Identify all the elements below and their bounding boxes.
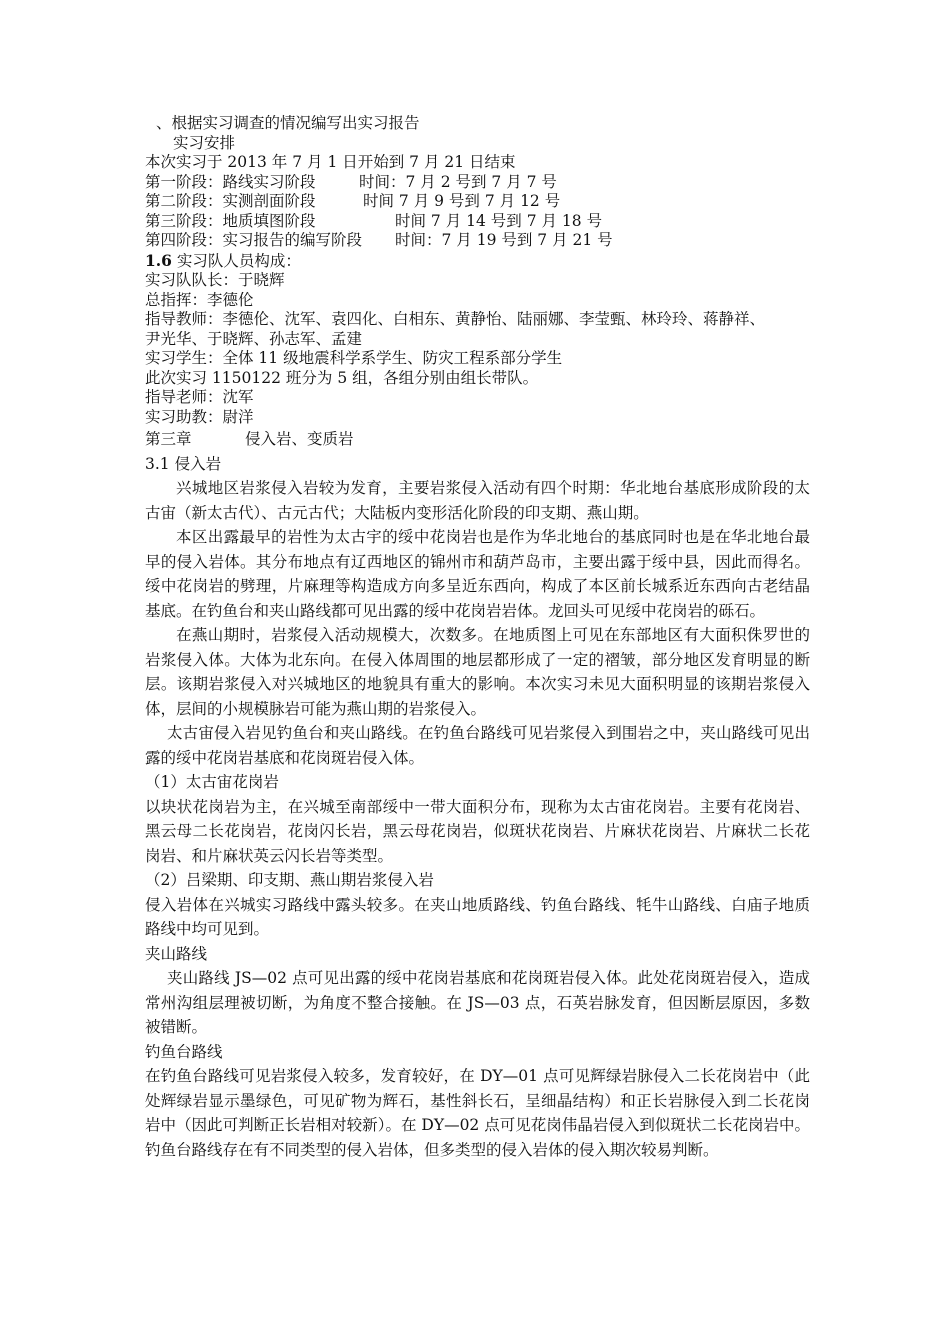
route-heading: 钓鱼台路线: [145, 1042, 223, 1061]
groups: 此次实习 1150122 班分为 5 组，各组分别由组长带队。: [145, 368, 539, 387]
subsection-heading: （1）太古宙花岗岩: [145, 773, 279, 791]
stage-time: 时间 7 月 14 号到 7 月 18 号: [395, 211, 603, 230]
paragraph: 夹山路线 JS—02 点可见出露的绥中花岗岩基底和花岗斑岩侵入体。此处花岗斑岩侵入，造成常州沟组层理被切断，为角度不整合接触。在 JS—03 点，石英岩脉发育，但因断层原因，多数被错断。: [145, 969, 810, 1036]
stage-item: [145, 231, 810, 251]
route-heading: 夹山路线: [145, 944, 208, 963]
team-section-title: 实习队人员构成：: [171, 251, 301, 270]
paragraph: 太古宙侵入岩见钓鱼台和夹山路线。在钓鱼台路线可见岩浆侵入到围岩之中，夹山路线可见出露的绥中花岗岩基底和花岗斑岩侵入体。: [145, 724, 810, 767]
stage-item: [145, 212, 810, 232]
stage-item: [145, 173, 810, 193]
document-body: [145, 114, 810, 1162]
arrange-title: 实习安排: [173, 133, 236, 152]
paragraph: 在钓鱼台路线可见岩浆侵入较多，发育较好，在 DY—01 点可见辉绿岩脉侵入二长花岗岩中（此处辉绿岩显示墨绿色，可见矿物为辉石，基性斜长石，呈细晶结构）和正长岩脉侵入到二长花岗岩中（因此可判断正长岩相对较新）。在 DY—02 点可见花岗伟晶岩侵入到似斑状二长花岗岩中。钓鱼台路线存在有不同类型的侵入岩体，但多类型的侵入岩体的侵入期次较易判断。: [145, 1067, 810, 1159]
stage-name: 第二阶段：实测剖面阶段: [145, 192, 316, 210]
chief-commander: 总指挥：李德伦: [145, 290, 254, 309]
paragraph: 本区出露最早的岩性为太古宇的绥中花岗岩也是作为华北地台的基底同时也是在华北地台最早的侵入岩体。其分布地点有辽西地区的锦州市和葫芦岛市，主要出露于绥中县，因此而得名。绥中花岗岩的劈理，片麻理等构造成方向多呈近东西向，构成了本区前长城系近东西向古老结晶基底。在钓鱼台和夹山路线都可见出露的绥中花岗岩岩体。龙回头可见绥中花岗岩的砾石。: [145, 528, 810, 620]
arrange-summary: 本次实习于 2013 年 7 月 1 日开始到 7 月 21 日结束: [145, 153, 516, 171]
stage-name: 第三阶段：地质填图阶段: [145, 211, 316, 230]
teachers-line-2: 尹光华、于晓辉、孙志军、孟建: [145, 329, 363, 348]
chapter-title: 侵入岩、变质岩: [245, 430, 354, 448]
paragraph: 在燕山期时，岩浆侵入活动规模大，次数多。在地质图上可见在东部地区有大面积侏罗世的岩浆侵入体。大体为北东向。在侵入体周围的地层都形成了一定的褶皱，部分地区发育明显的断层。该期岩浆侵入对兴城地区的地貌具有重大的影响。本次实习未见大面积明显的该期岩浆侵入体，层间的小规模脉岩可能为燕山期的岩浆侵入。: [145, 626, 810, 718]
team-leader: 实习队队长：于晓辉: [145, 271, 285, 289]
students: 实习学生：全体 11 级地震科学系学生、防灾工程系部分学生: [145, 349, 563, 367]
stage-time: 时间：7 月 19 号到 7 月 21 号: [395, 231, 613, 249]
stage-time: 时间：7 月 2 号到 7 月 7 号: [359, 172, 557, 191]
team-section-number: 1.6: [145, 250, 172, 270]
paragraph: 侵入岩体在兴城实习路线中露头较多。在夹山地质路线、钓鱼台路线、牦牛山路线、白庙子地质路线中均可见到。: [145, 895, 810, 938]
stage-time: 时间 7 月 9 号到 7 月 12 号: [363, 192, 561, 210]
chapter-label: 第三章: [145, 430, 192, 448]
paragraph: 以块状花岗岩为主，在兴城至南部绥中一带大面积分布，现称为太古宙花岗岩。主要有花岗岩、黑云母二长花岗岩，花岗闪长岩，黑云母花岗岩，似斑状花岗岩、片麻状花岗岩、片麻状二长花岗岩、和片麻状英云闪长岩等类型。: [145, 797, 810, 865]
section-heading: 3.1 侵入岩: [145, 454, 222, 473]
team-section-heading: [145, 251, 810, 272]
teachers-line-1: 指导教师：李德伦、沈军、袁四化、白相东、黄静怡、陆丽娜、李莹甄、林玲玲、蒋静祥、: [145, 310, 766, 328]
stage-name: 第四阶段：实习报告的编写阶段: [145, 231, 363, 249]
subsection-heading: （2）吕梁期、印支期、燕山期岩浆侵入岩: [145, 871, 434, 889]
assistant: 实习助教：尉洋: [145, 407, 254, 426]
stage-name: 第一阶段：路线实习阶段: [145, 172, 316, 191]
chapter-heading: [145, 427, 810, 452]
intro-item: 、根据实习调查的情况编写出实习报告: [156, 114, 420, 132]
advisor: 指导老师：沈军: [145, 388, 254, 406]
stage-list: [145, 173, 810, 251]
paragraph: 兴城地区岩浆侵入岩较为发育，主要岩浆侵入活动有四个时期：华北地台基底形成阶段的太古宙（新太古代）、古元古代；大陆板内变形活化阶段的印支期、燕山期。: [145, 479, 810, 522]
stage-item: [145, 192, 810, 212]
